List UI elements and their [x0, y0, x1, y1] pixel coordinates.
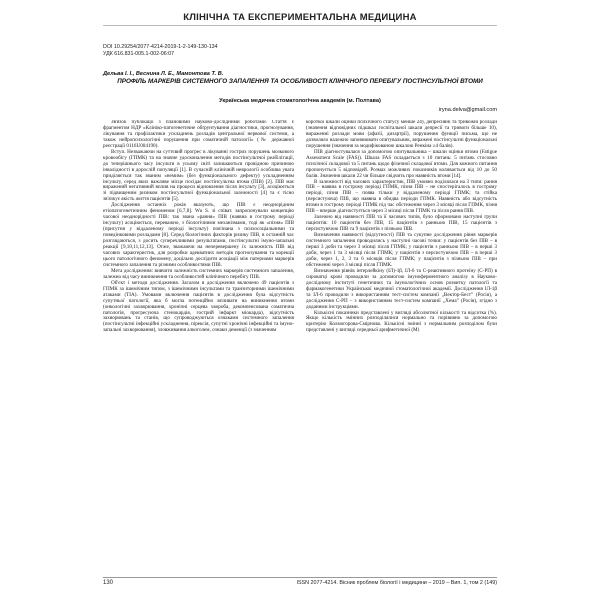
footer-journal-info: ISSN 2077-4214. Вісник проблем біології і медицини – 2019 – Вип. 1, том 2 (149): [296, 580, 497, 586]
left-text-column: [103, 120, 294, 572]
paragraph: ПІВ діагностувалася за допомогою опитувальника – шкали оцінки втоми (Fatigue Assessment Scale (FAS)). Шкала FAS складається з 10 питань: 5 питань стосовно психічної складової та 5 питань щодо фізичної складової втоми. Для кожного питання пропонується 5 відповідей. Розмах можливих показників коливається від 10 до 50 балів. Значення шкали 22 чи більше свідчить про наявність втоми [14].: [306, 148, 497, 179]
section-header-title: КЛІНІЧНА ТА ЕКСПЕРИМЕНТАЛЬНА МЕДИЦИНА: [183, 12, 417, 23]
paragraph: В залежності від часових характеристик, ПІВ умовно поділялася на 3 типи: рання ПІВ – наявна в гострому періоді ГПМК, пізня ПІВ – не спостерігалось в гострому періоді, пізня ПІВ – поява тільки у віддаленому періоді ГПМК; та стійка (персистуюча) ПІВ, що наявна в обидва періоди ГПМК. Наявність або відсутність втоми в гострому періоді ГПМК під час обстеження через 3 місяці після ГПМК, пізня ПІВ – вперше діагностується через 3 місяці після ГПМК та після рання ПІВ.: [306, 178, 497, 215]
paragraph: Кількісні показники представлені у вигляді абсолютної кількості та відсотка (%). Якщо кількість змінних розподілялися нормально та порівняно за допомогою критерію Колмогорова-Смірнова. Кількісні змінні з нормальним розподілом були представлені у вигляді середньої арифметичної (М): [306, 309, 497, 334]
author-affiliation: Українська медична стоматологічна академія (м. Полтава): [219, 98, 381, 104]
right-text-column: [306, 120, 497, 572]
paragraph: Мета дослідження: вивчити залежність системних маркерів системного запалення, залежно від часу виникнення та особливостей клінічного перебігу ПІВ.: [103, 267, 294, 280]
article-title: ПРОФІЛЬ МАРКЕРІВ СИСТЕМНОГО ЗАПАЛЕННЯ ТА ОСОБЛИВОСТІ КЛІНІЧНОГО ПЕРЕБІГУ ПОСТІНСУЛЬТНОЇ ВТОМИ: [117, 78, 483, 85]
paragraph: Зв'язок публікації з плановими науково-дослідними роботами. Стаття є фрагментом НДР «Клініко-патогенетичне обґрунтування діагностики, прогнозування, лікування та профілактики ускладнень розладів центральної нервової системи, а також нейропсихологічні порушення при соматичній патології» (№ державної реєстрації 0116U004190).: [103, 120, 294, 149]
footer-divider: [103, 577, 497, 578]
paragraph: Визначення наявності (відсутності) ПІВ та сукупне дослідження рівня маркерів системного запалення проводились у наступні часові точки: у пацієнтів без ПІВ – в перші 3 доби та через 3 місяці після ГПМК; у пацієнтів з ранньою ПІВ – в перші 3 доби, через 1 та 3 місяці після ГПМК; у пацієнтів з персистуючою ПІВ – в перші 3 доби, через 1, 2, 3 та 6 місяців після ГПМК; у пацієнтів з пізньою ПІВ – при обстеженні через 3 місяці після ГПМК.: [306, 232, 497, 268]
udk-line: УДК 616.831-005.1-002-06:07: [103, 51, 175, 57]
paragraph: короткої шкали оцінки психічного статусу менше 24), депресивні та тривожні розлади (значення відповідних підшкал госпітальної шкали депресії та тривоги більше 10), вираженні розлади мови (афазії, дизартрії), порушення функції письма, що не дозволяло належно заповнювати опитувальник, виражені постінсультні функціональні порушення (значення за модифікованою шкалою Ренкіна ≥4 балів).: [306, 120, 497, 149]
paragraph: Дослідження останніх років вказують, що ПІВ є неоднорідним етіопатогенетичним феноменом [6,7,8]. Wu S. зі співат. запропонували концепцію часової неоднорідності ПІВ: так звана «рання» ПІВ (наявна в гострому періоді інсульту) асоціюється, переважно, з біологічними механізмами, тоді як «пізня» ПІВ (присутня у віддаленому періоді інсульту) пов'язана з психосоціальними та поведінковими розладами [8]. Серед біологічних факторів ризику ПІВ, в останній час розглядаються, з досить суперечливими результатами, постінсультні імуно-запальні реакції [9,10,11,12,13]. Отже, зважаючи на неперевершену їх залежність ПІВ від часових характеристик, для розробки адекватних методів прогнозування та корекції цього патологічного феномену, доцільно дослідити асоціації між патернами маркерів системного запалення та різними особливостями ПІВ.: [103, 202, 294, 268]
paragraph: Залежно від наявності ПІВ та її часових типів, було сформовано наступні групи пацієнтів: 10 пацієнтів без ПІВ, 15 пацієнтів з ранньою ПІВ, 15 пацієнтів з персистуючою ПІВ та 9 пацієнтів з пізньою ПІВ.: [306, 214, 497, 233]
paragraph: Вступ. Незважаючи на суттєвий прогрес в лікуванні гострих порушень мозкового кровообігу (ГПМК) та на значне удосконалення методів постінсультної реабілітації, до теперішнього часу інсульти в усьому світі залишаються провідною причиною інвалідності в дорослій популяції [1]. В сучасній клінічній неврології особлива увага приділяється так званим «немим» (без функціонального дефекту) ускладненням інсульту, серед яких важливе місце посідає постінсультна втома (ПІВ) [2]. ПІВ має виражений негативний вплив на процеси відновлення після інсульту [3], асоціюється зі підвищеним ризиком постінсультної функціональної залежності [4] та є тісно зв'язкує якість життя пацієнтів [5].: [103, 148, 294, 203]
page-number: 130: [103, 580, 114, 586]
author-email: iryna.delva@gmail.com: [438, 107, 497, 113]
article-authors: Дельва І. І., Веснина Л. Е., Мамонтова Т. В.: [103, 71, 224, 77]
paragraph: Визначення рівнів інтерлейкіну (ІЛ)-1β, ІЛ-6 та С-реактивного протеїну (С-РП) в сироватці крові проводили за допомогою імуноферментного аналізу в Науково-дослідному інституті генетичних та імунологічних основ розвитку патології та фармакогенетики Української медичної стоматологічної академії. Дослідження ІЛ-1β та ІЛ-6 проводили з використанням тест-систем компанії „Вектор-Бест” (Росія), а дослідження С-РП – з використанням тест-систем компанії „Хема” (Росія), згідно з доданими інструкціями.: [306, 267, 497, 310]
doi-line: DOI 10.29254/2077-4214-2019-1-2-149-130-134: [103, 44, 218, 50]
paragraph: Об'єкт і методи дослідження. Загалом в дослідження включено 49 пацієнтів з ГПМК за ішемічним типом, з ішемічними інсультами та транзиторними ішемічними атаками (ТІА). Умовами включення пацієнтів в дослідження була відсутність супутньої патології, яка б могла потенційно впливати на виникнення втоми (онкологічні захворювання, хронічні серцева хвороба, декомпенсована соматична патологія, прогресуюча стенокардія, гострий інфаркт міокарда), відсутність захворювань та станів, що супроводжуються ознаками системного запалення (постінсультні інфекційні ускладнення, пірексія, супутні хронічні інфекційні та імуно-запальні захворювання), зловживання алкоголем, ознаки деменції (з значенням: [103, 279, 294, 334]
